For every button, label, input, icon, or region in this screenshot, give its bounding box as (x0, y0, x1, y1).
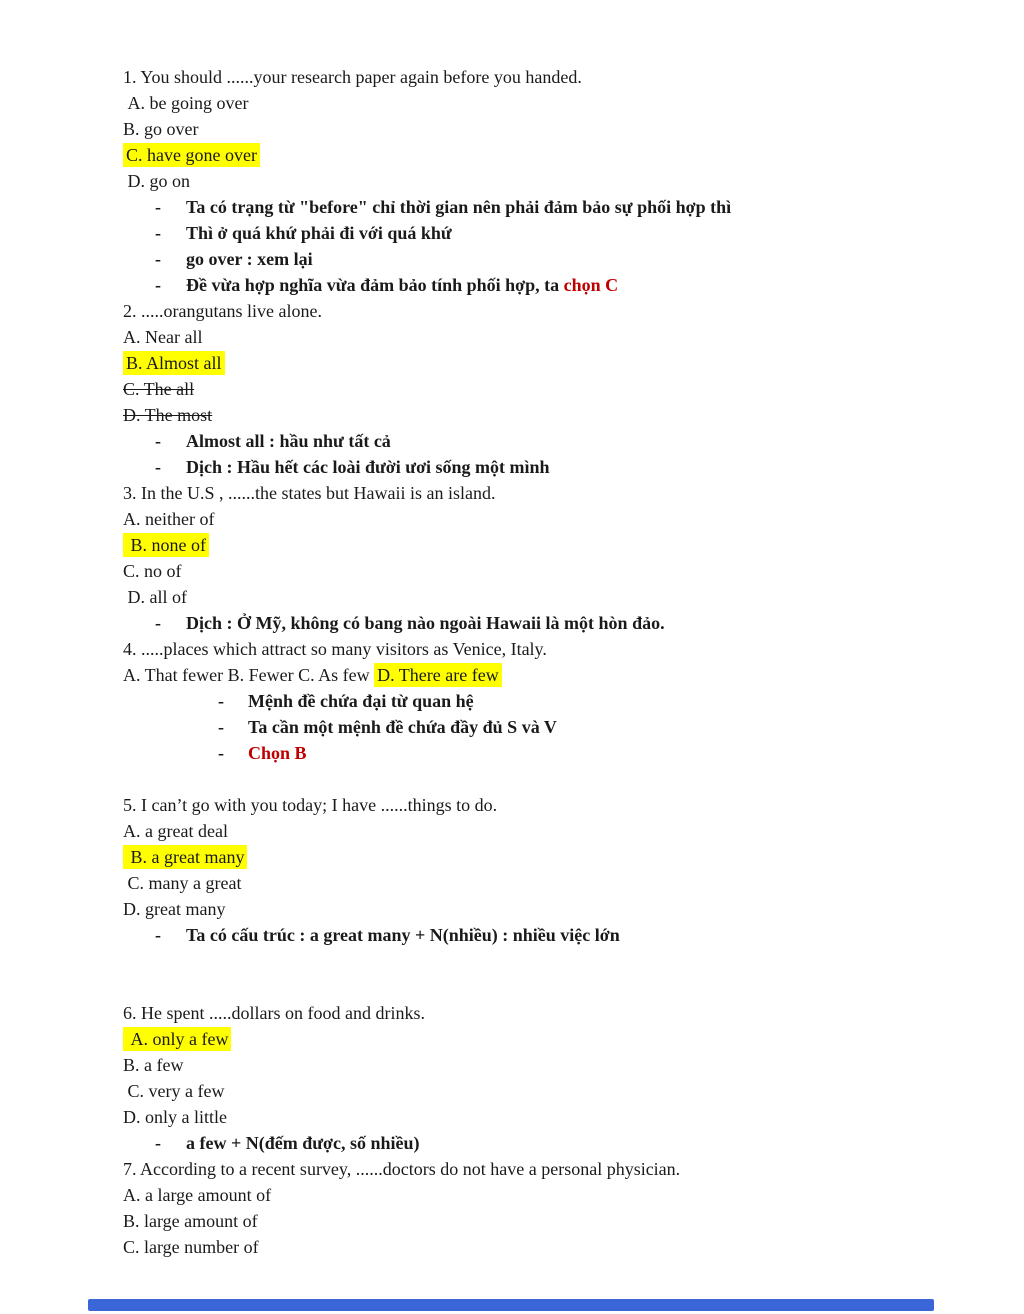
explanation-note (123, 246, 994, 272)
option-line (123, 818, 994, 844)
eliminated-option: C. The all (123, 379, 195, 399)
text-segment: A. a great deal (123, 821, 228, 841)
explanation-note (123, 922, 994, 948)
option-line (123, 506, 994, 532)
option-line (123, 168, 994, 194)
bullet-dash: - (155, 197, 161, 217)
option-line (123, 142, 994, 168)
bullet-dash: - (218, 743, 224, 763)
question-text: 3. In the U.S , ......the states but Hawaii is an island. (123, 483, 496, 503)
text-segment: C. no of (123, 561, 182, 581)
option-line (123, 558, 994, 584)
note-text (186, 220, 994, 246)
option-line (123, 1182, 994, 1208)
text-segment: a few + N(đếm được, số nhiều) (186, 1133, 420, 1153)
note-text (186, 272, 994, 298)
explanation-note (123, 454, 994, 480)
text-segment: Dịch : Ở Mỹ, không có bang nào ngoài Hawaii là một hòn đảo. (186, 613, 665, 633)
question-text: 5. I can’t go with you today; I have ......things to do. (123, 795, 498, 815)
text-segment: A. be going over (123, 93, 249, 113)
text-segment: Ta có cấu trúc : a great many + N(nhiều) : nhiều việc lớn (186, 925, 620, 945)
option-line (123, 90, 994, 116)
text-segment: D. great many (123, 899, 226, 919)
option-line (123, 1078, 994, 1104)
question-text: 4. .....places which attract so many visitors as Venice, Italy. (123, 639, 547, 659)
blank-line (123, 974, 994, 1000)
note-text (186, 922, 994, 948)
text-segment: B. large amount of (123, 1211, 258, 1231)
option-line (123, 324, 994, 350)
text-segment: Almost all : hầu như tất cả (186, 431, 391, 451)
note-text (186, 246, 994, 272)
text-segment: A. a large amount of (123, 1185, 272, 1205)
bullet-dash: - (155, 249, 161, 269)
text-segment: D. only a little (123, 1107, 227, 1127)
text-segment: D. all of (123, 587, 187, 607)
explanation-note (123, 194, 994, 220)
explanation-note (123, 272, 994, 298)
bullet-dash: - (155, 223, 161, 243)
question-block-1 (123, 64, 994, 298)
bullet-dash: - (155, 925, 161, 945)
option-line (123, 584, 994, 610)
bullet-dash: - (155, 613, 161, 633)
quiz-document-body (123, 64, 994, 1260)
text-segment: Ta có trạng từ "before" chỉ thời gian nên phải đảm bảo sự phối hợp thì (186, 197, 732, 217)
highlighted-answer: C. have gone over (123, 143, 260, 167)
text-segment: go over : xem lại (186, 249, 313, 269)
note-text (186, 428, 994, 454)
text-segment: A. That fewer B. Fewer C. As few (123, 665, 375, 685)
option-line (123, 844, 994, 870)
explanation-note (123, 740, 994, 766)
option-line (123, 870, 994, 896)
question-block-7 (123, 1156, 994, 1260)
question-block-2 (123, 298, 994, 480)
text-segment: B. go over (123, 119, 199, 139)
note-text (186, 194, 994, 220)
explanation-note (123, 428, 994, 454)
option-line (123, 532, 994, 558)
question-block-4 (123, 636, 994, 792)
explanation-note (123, 610, 994, 636)
highlighted-answer: D. There are few (374, 663, 502, 687)
text-segment: Dịch : Hầu hết các loài đười ươi sống một mình (186, 457, 550, 477)
text-segment: D. go on (123, 171, 190, 191)
option-line (123, 1208, 994, 1234)
option-line (123, 1234, 994, 1260)
bullet-dash: - (155, 1133, 161, 1153)
bullet-dash: - (218, 717, 224, 737)
eliminated-option: D. The most (123, 405, 213, 425)
option-line (123, 376, 994, 402)
explanation-note (123, 688, 994, 714)
option-line (123, 1026, 994, 1052)
bullet-dash: - (155, 457, 161, 477)
highlighted-answer: B. Almost all (123, 351, 225, 375)
option-line (123, 350, 994, 376)
highlighted-answer: B. none of (123, 533, 209, 557)
answer-key-text: chọn C (563, 275, 619, 295)
blank-line (123, 948, 994, 974)
text-segment: C. many a great (123, 873, 242, 893)
option-line (123, 896, 994, 922)
text-segment: C. large number of (123, 1237, 259, 1257)
text-segment: B. a few (123, 1055, 184, 1075)
note-text (186, 454, 994, 480)
question-block-6 (123, 1000, 994, 1156)
horizontal-scrollbar-thumb[interactable] (88, 1299, 934, 1311)
question-text: 7. According to a recent survey, ......doctors do not have a personal physician. (123, 1159, 681, 1179)
text-segment: C. very a few (123, 1081, 225, 1101)
text-segment: Ta cần một mệnh đề chứa đầy đủ S và V (248, 717, 557, 737)
question-block-5 (123, 792, 994, 1000)
explanation-note (123, 1130, 994, 1156)
highlighted-answer: A. only a few (123, 1027, 231, 1051)
question-text: 6. He spent .....dollars on food and drinks. (123, 1003, 425, 1023)
option-line (123, 1104, 994, 1130)
question-text: 1. You should ......your research paper again before you handed. (123, 67, 582, 87)
note-text (248, 740, 994, 766)
text-segment: A. neither of (123, 509, 215, 529)
bullet-dash: - (155, 431, 161, 451)
note-text (248, 714, 994, 740)
option-line (123, 1052, 994, 1078)
question-text: 2. .....orangutans live alone. (123, 301, 322, 321)
answer-key-text: Chọn B (248, 743, 307, 763)
note-text (186, 610, 994, 636)
question-block-3 (123, 480, 994, 636)
note-text (186, 1130, 994, 1156)
option-line (123, 116, 994, 142)
option-line (123, 662, 994, 688)
highlighted-answer: B. a great many (123, 845, 247, 869)
bullet-dash: - (155, 275, 161, 295)
explanation-note (123, 220, 994, 246)
text-segment: Thì ở quá khứ phải đi với quá khứ (186, 223, 452, 243)
note-text (248, 688, 994, 714)
bullet-dash: - (218, 691, 224, 711)
text-segment: A. Near all (123, 327, 203, 347)
blank-line (123, 766, 994, 792)
text-segment: Mệnh đề chứa đại từ quan hệ (248, 691, 474, 711)
explanation-note (123, 714, 994, 740)
option-line (123, 402, 994, 428)
text-segment: Đề vừa hợp nghĩa vừa đảm bảo tính phối hợp, ta (186, 275, 564, 295)
